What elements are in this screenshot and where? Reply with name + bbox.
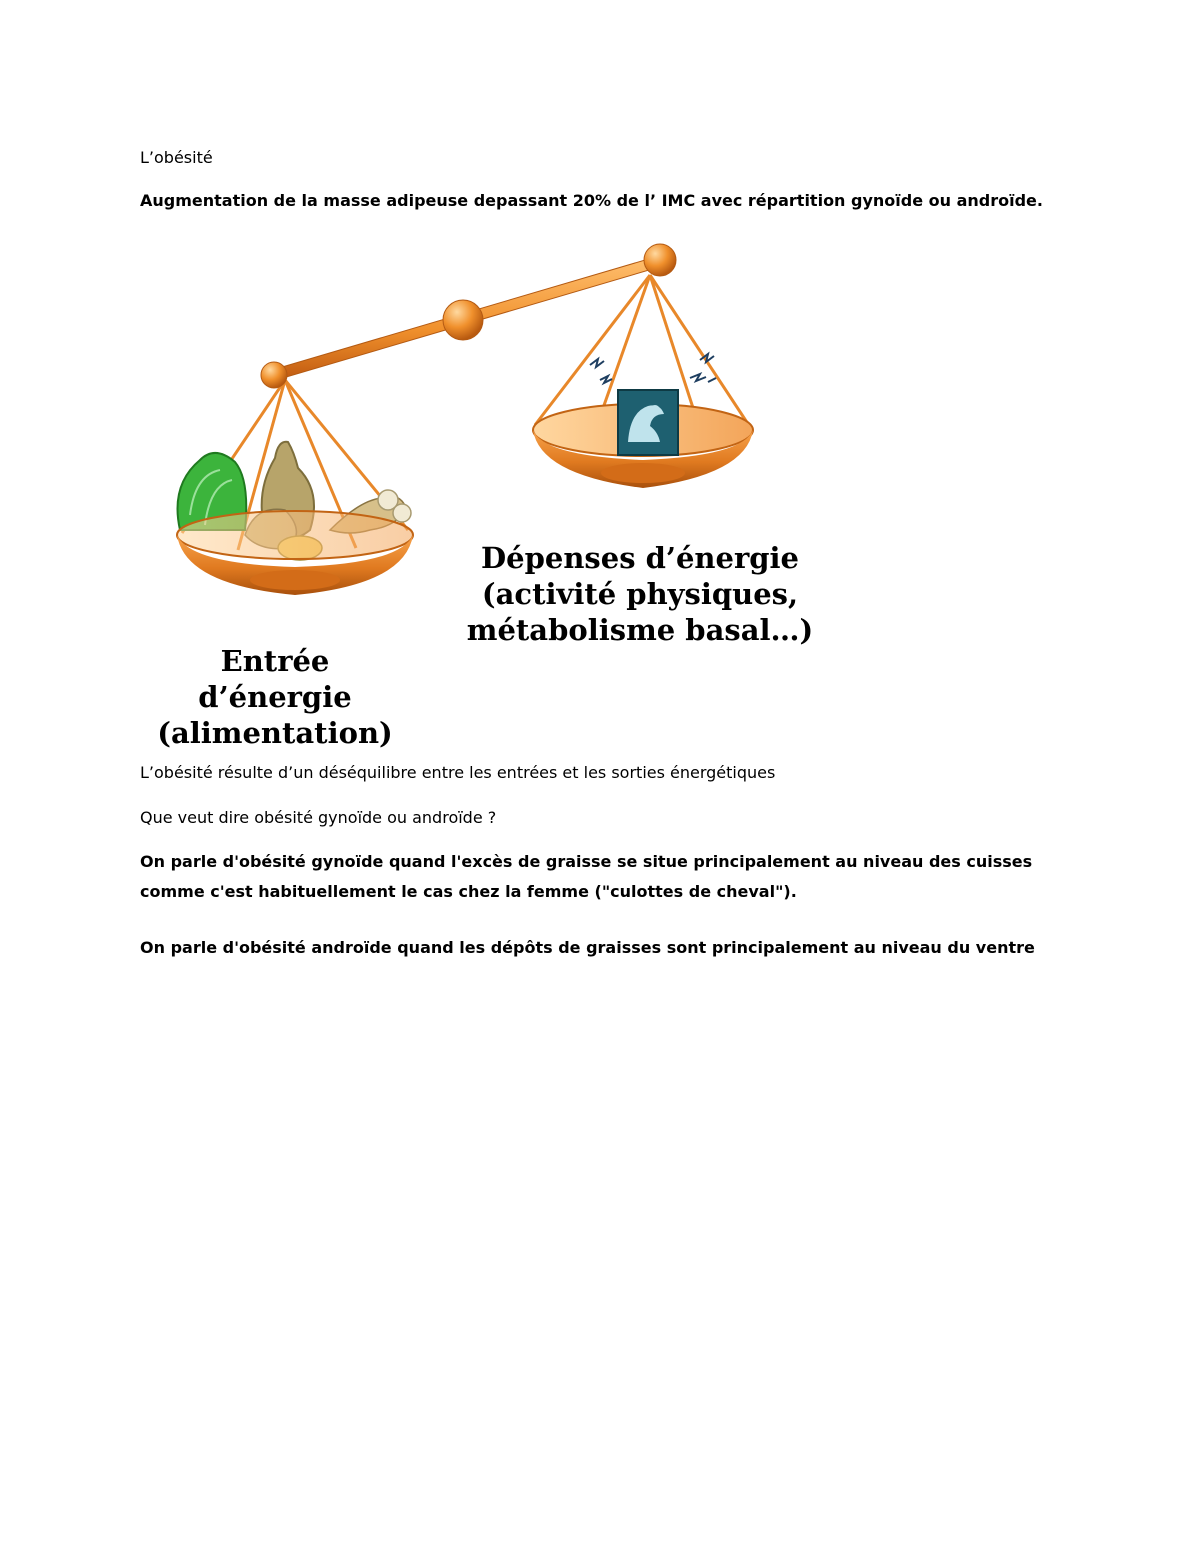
definition-text: Augmentation de la masse adipeuse depassant 20% de l’ IMC avec répartition gynoïde ou androïde.	[140, 191, 1043, 210]
left-caption-line: (alimentation)	[157, 716, 393, 750]
left-caption	[140, 643, 410, 751]
right-caption-line: (activité physiques,	[481, 577, 799, 611]
page-title: L’obésité	[140, 148, 213, 167]
paragraph-imbalance: L’obésité résulte d’un déséquilibre entre les entrées et les sorties énergétiques	[140, 763, 776, 782]
right-caption-line: Dépenses d’énergie	[481, 541, 799, 575]
right-caption-line: métabolisme basal…)	[466, 613, 814, 647]
paragraph-gynoid-line1: On parle d'obésité gynoïde quand l'excès de graisse se situe principalement au niveau des cuisses	[140, 852, 1033, 871]
left-pan	[177, 511, 413, 595]
left-caption-line: d’énergie	[198, 680, 352, 714]
paragraph-question: Que veut dire obésité gynoïde ou androïde ?	[140, 808, 497, 827]
paragraph-gynoid-line2: comme c'est habituellement le cas chez la femme ("culottes de cheval").	[140, 882, 797, 901]
muscle-poster-icon	[618, 390, 678, 455]
left-caption-line: Entrée	[220, 644, 330, 678]
motion-lines-icon	[590, 354, 716, 383]
energy-balance-figure	[157, 230, 880, 760]
right-caption	[440, 540, 840, 648]
paragraph-android: On parle d'obésité androïde quand les dépôts de graisses sont principalement au niveau du ventre	[140, 938, 1035, 957]
